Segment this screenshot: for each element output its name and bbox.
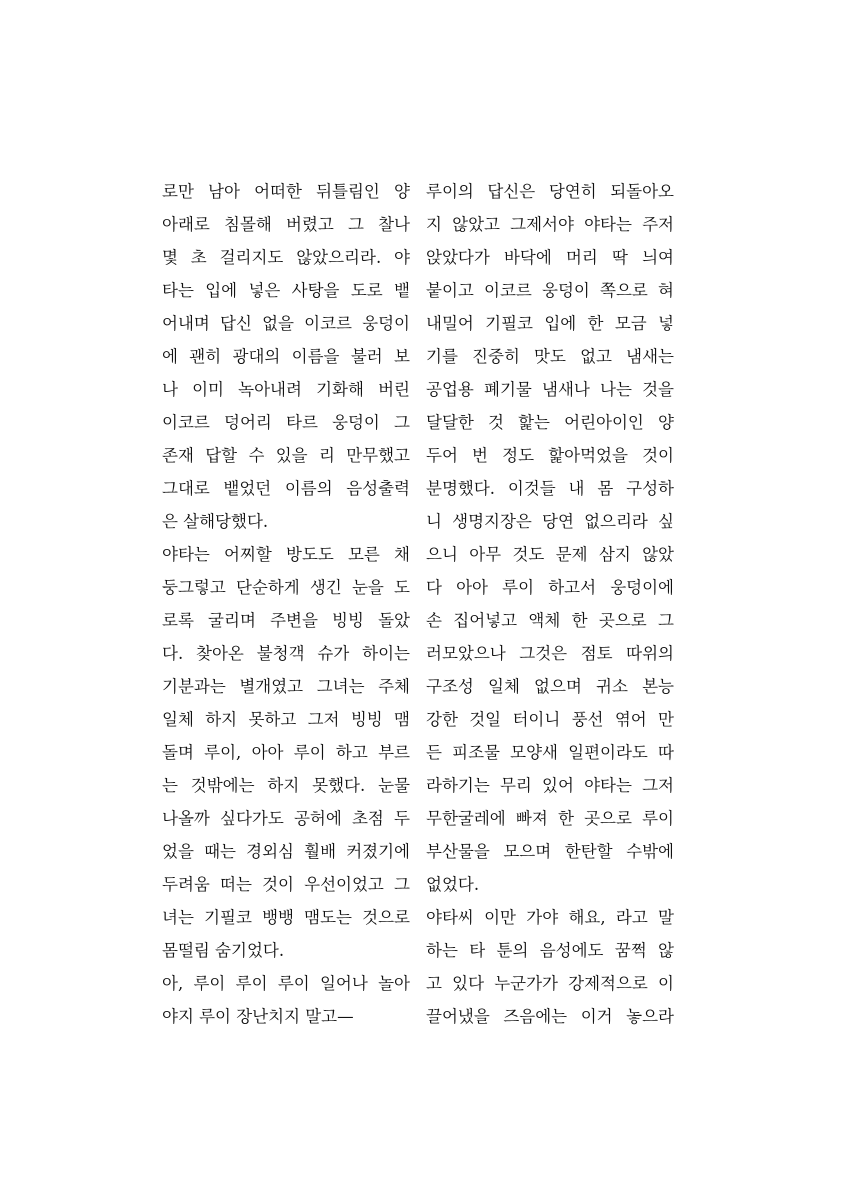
text-line: 나 이미 녹아내려 기화해 버린 [162, 380, 410, 399]
text-line: 달달한 것 핥는 어린아이인 양 [426, 413, 674, 432]
text-line: 기를 진중히 맛도 없고 냄새는 [426, 347, 674, 366]
text-line: 두어 번 정도 핥아먹었을 것이 [426, 446, 674, 465]
text-line: 없었다. [426, 875, 480, 894]
text-line: 앉았다가 바닥에 머리 딱 늬여 [426, 248, 674, 267]
text-line: 지 않았고 그제서야 야타는 주저 [426, 215, 674, 234]
text-line: 루이의 답신은 당연히 되돌아오 [426, 182, 674, 201]
text-line: 돌며 루이, 아아 루이 하고 부르 [162, 743, 410, 762]
text-line: 존재 답할 수 있을 리 만무했고 [162, 446, 410, 465]
text-line: 타는 입에 넣은 사탕을 도로 뱉 [162, 281, 410, 300]
text-line: 녀는 기필코 뱅뱅 맴도는 것으로 [162, 908, 410, 927]
text-line: 었을 때는 경외심 훨배 커졌기에 [162, 842, 410, 861]
text-line: 로록 굴리며 주변을 빙빙 돌았 [162, 611, 410, 630]
right-text-column [426, 175, 674, 1033]
text-line: 아, 루이 루이 루이 일어나 놀아 [162, 974, 410, 993]
text-line: 무한굴레에 빠져 한 곳으로 루이 [426, 809, 674, 828]
text-line: 으니 아무 것도 문제 삼지 않았 [426, 545, 674, 564]
text-line: 라하기는 무리 있어 야타는 그저 [426, 776, 674, 795]
text-line: 러모았으나 그것은 점토 따위의 [426, 644, 674, 663]
text-line: 그대로 뱉었던 이름의 음성출력 [162, 479, 410, 498]
text-line: 야타씨 이만 가야 해요, 라고 말 [426, 908, 674, 927]
text-line: 강한 것일 터이니 풍선 엮어 만 [426, 710, 674, 729]
left-text-column [162, 175, 410, 1033]
text-line: 에 괜히 광대의 이름을 불러 보 [162, 347, 410, 366]
text-line: 이코르 덩어리 타르 웅덩이 그 [162, 413, 410, 432]
text-line: 손 집어넣고 액체 한 곳으로 그 [426, 611, 674, 630]
text-line: 기분과는 별개였고 그녀는 주체 [162, 677, 410, 696]
text-line: 부산물을 모으며 한탄할 수밖에 [426, 842, 674, 861]
text-line: 고 있다 누군가가 강제적으로 이 [426, 974, 674, 993]
text-line: 로만 남아 어떠한 뒤틀림인 양 [162, 182, 410, 201]
text-line: 끌어냈을 즈음에는 이거 놓으라 [426, 1007, 674, 1026]
text-line: 붙이고 이코르 웅덩이 쪽으로 혀 [426, 281, 674, 300]
text-line: 는 것밖에는 하지 못했다. 눈물 [162, 776, 410, 795]
text-line: 공업용 폐기물 냄새나 나는 것을 [426, 380, 674, 399]
text-line: 몇 초 걸리지도 않았으리라. 야 [162, 248, 410, 267]
text-line: 은 살해당했다. [162, 512, 269, 531]
text-line: 야지 루이 장난치지 말고— [162, 1007, 354, 1026]
text-line: 몸떨림 숨기었다. [162, 941, 285, 960]
text-line: 내밀어 기필코 입에 한 모금 넣 [426, 314, 674, 333]
text-line: 나올까 싶다가도 공허에 초점 두 [162, 809, 410, 828]
text-line: 구조성 일체 없으며 귀소 본능 [426, 677, 674, 696]
text-line: 다. 찾아온 불청객 슈가 하이는 [162, 644, 410, 663]
text-line: 아래로 침몰해 버렸고 그 찰나 [162, 215, 410, 234]
text-line: 든 피조물 모양새 일편이라도 따 [426, 743, 674, 762]
text-line: 어내며 답신 없을 이코르 웅덩이 [162, 314, 410, 333]
text-line: 하는 타 툰의 음성에도 꿈쩍 않 [426, 941, 674, 960]
text-line: 야타는 어찌할 방도도 모른 채 [162, 545, 410, 564]
text-line: 둥그렇고 단순하게 생긴 눈을 도 [162, 578, 410, 597]
text-line: 일체 하지 못하고 그저 빙빙 맴 [162, 710, 410, 729]
text-line: 두려움 떠는 것이 우선이었고 그 [162, 875, 410, 894]
text-line: 분명했다. 이것들 내 몸 구성하 [426, 479, 674, 498]
text-line: 니 생명지장은 당연 없으리라 싶 [426, 512, 674, 531]
text-line: 다 아아 루이 하고서 웅덩이에 [426, 578, 674, 597]
